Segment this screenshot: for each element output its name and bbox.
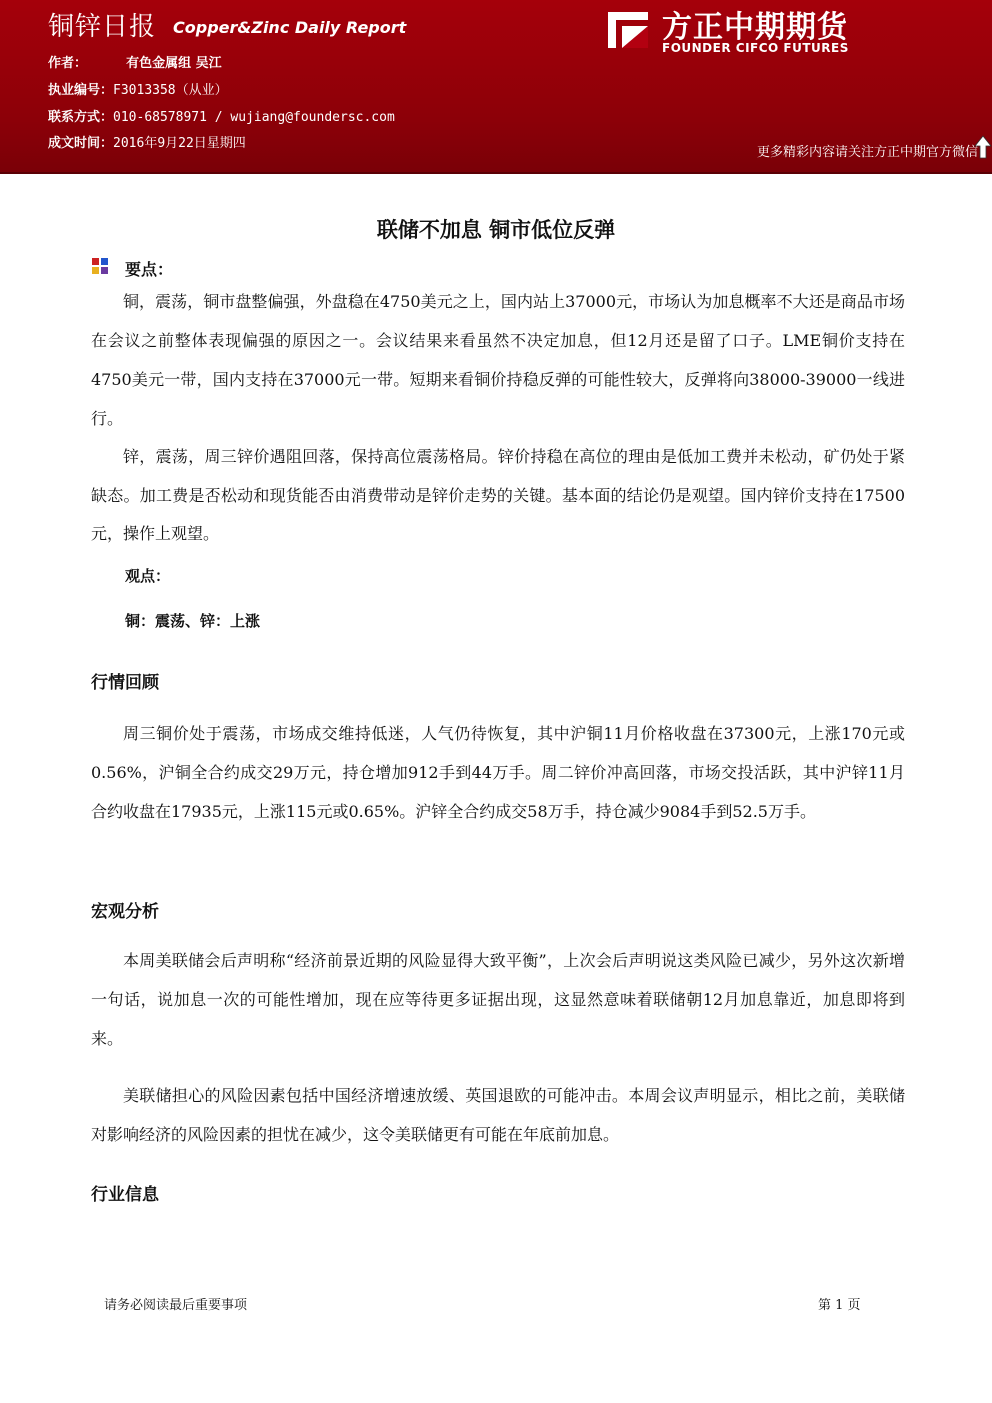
header-rule xyxy=(0,172,992,174)
author-value: 有色金属组 吴江 xyxy=(126,56,222,71)
contact-line xyxy=(48,106,395,125)
section-industry: 行业信息 xyxy=(91,1185,159,1205)
contact-value: 010-68578971 / wujiang@foundersc.com xyxy=(113,110,395,125)
logo-text-en: FOUNDER CIFCO FUTURES xyxy=(662,41,849,55)
document-headline: 联储不加息 铜市低位反弹 xyxy=(376,218,616,242)
para-macro-1: 本周美联储会后声明称“经济前景近期的风险显得大致平衡”，上次会后声明说这类风险已减少，另外这次新增一句话，说加息一次的可能性增加，现在应等待更多证据出现，这显然意味着联储朝12月加息靠近，加息即将到来。 xyxy=(91,951,905,1048)
view-value: 铜：震荡、锌：上涨 xyxy=(125,612,261,630)
author-label: 作者： xyxy=(48,56,88,71)
footer-notice: 请务必阅读最后重要事项 xyxy=(104,1298,248,1313)
key-points-label: 要点： xyxy=(125,260,174,279)
up-arrow-icon xyxy=(974,135,992,159)
author-line xyxy=(48,52,222,71)
logo-text-zh: 方正中期期货 xyxy=(662,10,848,45)
license-label: 执业编号： xyxy=(48,83,114,98)
report-title-en: Copper&Zinc Daily Report xyxy=(173,18,407,37)
date-line xyxy=(48,132,246,151)
report-title-zh: 铜锌日报 xyxy=(48,12,157,42)
para-macro-2: 美联储担心的风险因素包括中国经济增速放缓、英国退欧的可能冲击。本周会议声明显示，相比之前，美联储对影响经济的风险因素的担忧在减少，这令美联储更有可能在年底前加息。 xyxy=(91,1086,905,1144)
date-value: 2016年9月22日星期四 xyxy=(113,136,246,151)
section-market-review: 行情回顾 xyxy=(91,673,159,693)
para-copper: 铜，震荡，铜市盘整偏强，外盘稳在4750美元之上，国内站上37000元，市场认为加息概率不大还是商品市场在会议之前整体表现偏强的原因之一。会议结果来看虽然不决定加息，但12月还是留了口子。LME铜价支持在4750美元一带，国内支持在37000元一带。短期来看铜价持稳反弹的可能性较大，反弹将向38000-39000一线进行。 xyxy=(91,292,905,428)
follow-wechat-text[interactable]: 更多精彩内容请关注方正中期官方微信 xyxy=(756,145,978,160)
para-zinc: 锌，震荡，周三锌价遇阻回落，保持高位震荡格局。锌价持稳在高位的理由是低加工费并未松动，矿仍处于紧缺态。加工费是否松动和现货能否由消费带动是锌价走势的关键。基本面的结论仍是观望。国内锌价支持在17500元，操作上观望。 xyxy=(91,447,905,543)
contact-label: 联系方式： xyxy=(48,110,114,125)
para-market: 周三铜价处于震荡，市场成交维持低迷，人气仍待恢复，其中沪铜11月价格收盘在37300元，上涨170元或0.56%，沪铜全合约成交29万元，持仓增加912手到44万手。周二锌价冲高回落，市场交投活跃，其中沪锌11月合约收盘在17935元，上涨115元或0.65%。沪锌全合约成交58万手，持仓减少9084手到52.5万手。 xyxy=(91,724,905,821)
founder-logo-icon xyxy=(604,8,652,52)
license-value: F3013358（从业） xyxy=(113,83,228,98)
bullet-icon xyxy=(91,257,109,275)
date-label: 成文时间： xyxy=(48,136,114,151)
license-line xyxy=(48,79,228,98)
section-macro: 宏观分析 xyxy=(91,902,159,922)
page-number: 第 1 页 xyxy=(818,1298,861,1313)
view-label: 观点： xyxy=(125,567,171,585)
